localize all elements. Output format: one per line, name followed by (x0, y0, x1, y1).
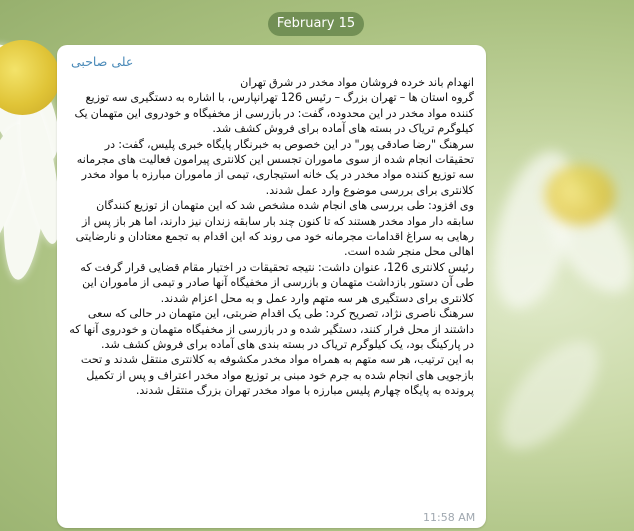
date-separator: February 15 (268, 12, 364, 36)
sender-name[interactable]: علی صاحبی (71, 54, 134, 69)
wallpaper-petal (485, 326, 615, 464)
message-timestamp: 11:58 AM (423, 511, 476, 524)
wallpaper-flower-center (545, 165, 615, 225)
message-bubble[interactable] (57, 45, 486, 528)
message-text: انهدام باند خرده فروشان مواد مخدر در شرق تهران گروه استان ها – تهران بزرگ – رئیس 126 تهرانپارس، با اشاره به دستگیری سه توزیع کننده مواد مخدر در این محدوده، گفت: در بازرسی از مخفیگاه و خودروی این متهمان یک کیلوگرم تریاک در بسته های آماده برای فروش کشف شد. سرهنگ "رضا صادقی پور" در این خصوص به خبرنگار پایگاه خبری پلیس، گفت: در تحقیقات انجام شده از سوی ماموران تجسس این کلانتری پیرامون فعالیت های مجرمانه سه توزیع کننده مواد مخدر در یک خانه استیجاری، تیمی از ماموران مبارزه با مواد مخدر کلانتری برای بررسی موضوع وارد عمل شدند. وی افزود: طی بررسی های انجام شده مشخص شد که این متهمان از توزیع کنندگان سابقه دار مواد مخدر هستند که تا کنون چند بار سابقه زندان نیز دارند، اما هر باز پس از رهایی به سراغ اقدامات مجرمانه خود می روند که این اقدام به تجمع معتادان و نارضایتی اهالی محل منجر شده است. رئیس کلانتری 126، عنوان داشت: نتیجه تحقیقات در اختیار مقام قضایی قرار گرفت که طی آن دستور بازداشت متهمان و بازرسی از مخفیگاه آنها صادر و تیمی از ماموران این کلانتری برای دستگیری هر سه متهم وارد عمل و به محل اعزام شدند. سرهنگ ناصری نژاد، تصریح کرد: طی یک اقدام ضربتی، این متهمان در حالی که سعی داشتند از محل فرار کنند، دستگیر شده و در بازرسی از مخفیگاه متهمان و خودروی آنها که در پارکینگ بود، یک کیلوگرم تریاک در بسته بندی های آماده برای فروش کشف شد. به این ترتیب، هر سه متهم به همراه مواد مخدر مکشوفه به کلانتری منتقل شدند و تحت بازجویی های انجام شده به جرم خود مبنی بر توزیع مواد مخدر اعتراف و پس از تکمیل پرونده به پایگاه چهارم پلیس مبارزه با مواد مخدر تهران بزرگ منتقل شدند. (69, 76, 474, 398)
